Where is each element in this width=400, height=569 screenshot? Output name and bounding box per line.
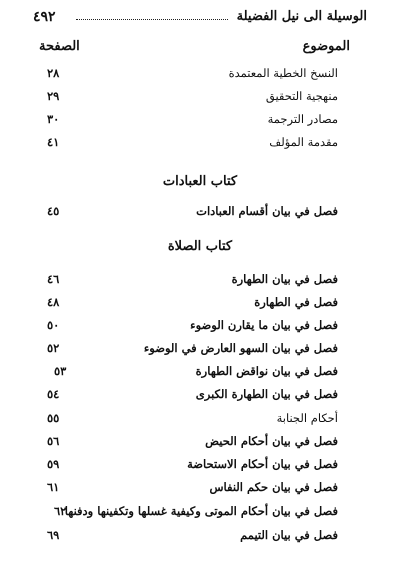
entry-page: ٤٨ — [47, 295, 60, 309]
toc-entry — [0, 504, 400, 524]
entry-title: فصل في بيان التيمم — [240, 528, 338, 542]
entry-title: مصادر الترجمة — [267, 112, 338, 126]
toc-entry — [0, 528, 400, 548]
entry-page: ٥٦ — [47, 434, 60, 448]
entry-title: فصل في بيان نواقض الطهارة — [195, 364, 338, 378]
running-title: الوسيلة الى نيل الفضيلة — [236, 9, 367, 24]
entry-page: ٤٥ — [47, 204, 60, 218]
toc-entry — [0, 66, 400, 86]
toc-entry — [0, 434, 400, 454]
entry-title: فصل في بيان ما يقارن الوضوء — [190, 318, 338, 332]
toc-entry — [0, 89, 400, 109]
toc-entry — [0, 411, 400, 431]
section-heading-salat: كتاب الصلاة — [167, 239, 233, 254]
toc-entry — [0, 204, 400, 224]
column-heading-topic: الموضوع — [302, 39, 350, 54]
entry-title: أحكام الجنابة — [276, 411, 338, 425]
entry-title: فصل في بيان حكم النفاس — [209, 480, 338, 494]
entry-title: منهجية التحقيق — [265, 89, 338, 103]
dotted-leader — [76, 19, 228, 20]
toc-entry — [0, 387, 400, 407]
entry-title: مقدمة المؤلف — [269, 135, 338, 149]
entry-page: ٦١ — [47, 480, 60, 494]
toc-entry — [0, 480, 400, 500]
entry-page: ٥٤ — [47, 387, 60, 401]
toc-entry — [0, 272, 400, 292]
entry-page: ٥٣ — [54, 364, 67, 378]
toc-entry — [0, 341, 400, 361]
entry-page: ٥٩ — [47, 457, 60, 471]
page-number: ٤٩٢ — [33, 9, 56, 25]
entry-title: فصل في بيان السهو العارض في الوضوء — [143, 341, 338, 355]
entry-title: فصل في بيان أحكام الحيض — [205, 434, 338, 448]
section-heading-ibadat: كتاب العبادات — [162, 174, 238, 189]
entry-page: ٥٥ — [47, 411, 60, 425]
entry-title: فصل في بيان الطهارة الكبرى — [195, 387, 338, 401]
entry-title: فصل في بيان أحكام الاستحاضة — [187, 457, 338, 471]
entry-page: ٥٠ — [47, 318, 60, 332]
column-heading-page: الصفحة — [39, 39, 80, 54]
entry-page: ٢٨ — [47, 66, 60, 80]
toc-entry — [0, 135, 400, 155]
entry-page: ٥٢ — [47, 341, 60, 355]
toc-entry — [0, 112, 400, 132]
running-header — [33, 9, 367, 31]
entry-page: ٦٩ — [47, 528, 60, 542]
entry-page: ٤٦ — [47, 272, 60, 286]
entry-page: ٦٢ — [54, 504, 67, 518]
entry-page: ٢٩ — [47, 89, 60, 103]
toc-entry — [0, 364, 400, 384]
entry-title: فصل في بيان الطهارة — [231, 272, 338, 286]
entry-title: فصل في بيان أقسام العبادات — [196, 204, 338, 218]
entry-title: فصل في الطهارة — [254, 295, 338, 309]
toc-entry — [0, 295, 400, 315]
entry-title: فصل في بيان أحكام الموتى وكيفية غسلها وتكفينها ودفنها — [64, 504, 338, 518]
toc-entry — [0, 457, 400, 477]
entry-page: ٤١ — [47, 135, 60, 149]
entry-page: ٣٠ — [47, 112, 60, 126]
toc-entry — [0, 318, 400, 338]
entry-title: النسخ الخطية المعتمدة — [228, 66, 338, 80]
